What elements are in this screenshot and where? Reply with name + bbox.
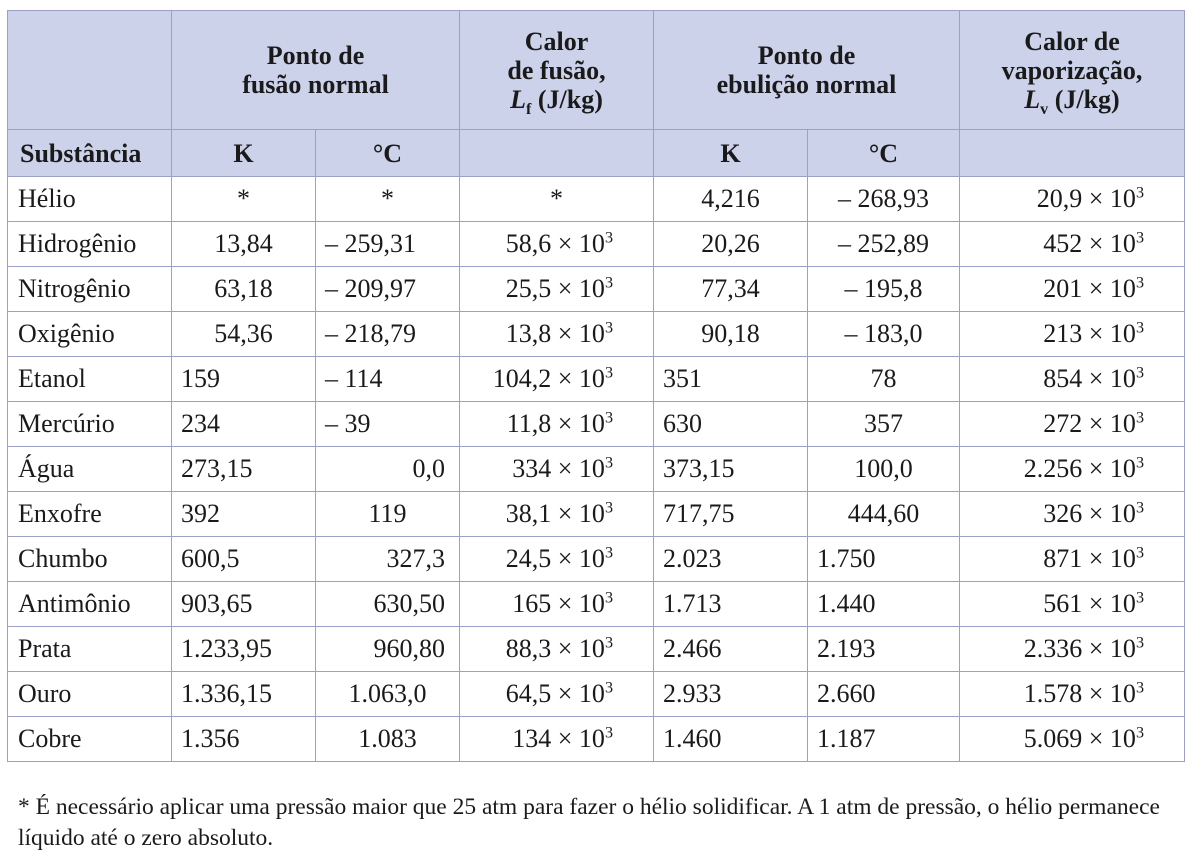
boiling-celsius-cell: 357 bbox=[808, 402, 960, 447]
fusion-celsius-cell: – 259,31 bbox=[316, 222, 460, 267]
fusion-kelvin-cell: 903,65 bbox=[172, 582, 316, 627]
boiling-kelvin-cell: 351 bbox=[654, 357, 808, 402]
table-row bbox=[8, 672, 1185, 717]
table-row bbox=[8, 492, 1185, 537]
boiling-celsius-cell: – 252,89 bbox=[808, 222, 960, 267]
substance-name: Mercúrio bbox=[8, 402, 172, 447]
header-vaporization-blank bbox=[960, 130, 1185, 177]
fusion-heat-cell: $334 \times 10^3$ bbox=[460, 447, 654, 492]
fusion-kelvin-cell: 1.356 bbox=[172, 717, 316, 762]
fusion-kelvin-cell: 273,15 bbox=[172, 447, 316, 492]
boiling-celsius-cell: 100,0 bbox=[808, 447, 960, 492]
substance-name: Prata bbox=[8, 627, 172, 672]
fusion-heat-cell: $134 \times 10^3$ bbox=[460, 717, 654, 762]
vaporization-heat-cell: $1.578 \times 10^3$ bbox=[960, 672, 1185, 717]
table-row bbox=[8, 447, 1185, 492]
vaporization-heat-cell: $213 \times 10^3$ bbox=[960, 312, 1185, 357]
header-corner bbox=[8, 11, 172, 130]
vaporization-heat-cell: $20,9 \times 10^3$ bbox=[960, 177, 1185, 222]
header-substance: Substância bbox=[8, 130, 172, 177]
vaporization-heat-cell: $871 \times 10^3$ bbox=[960, 537, 1185, 582]
boiling-kelvin-cell: 717,75 bbox=[654, 492, 808, 537]
fusion-heat-cell: * bbox=[460, 177, 654, 222]
substance-name: Hélio bbox=[8, 177, 172, 222]
substance-name: Antimônio bbox=[8, 582, 172, 627]
boiling-celsius-cell: 2.660 bbox=[808, 672, 960, 717]
fusion-kelvin-cell: * bbox=[172, 177, 316, 222]
header-fusion-heat: Calor de fusão, $L_f$ (J/kg) bbox=[460, 11, 654, 130]
table-row bbox=[8, 537, 1185, 582]
fusion-celsius-cell: 960,80 bbox=[316, 627, 460, 672]
fusion-heat-cell: $104,2 \times 10^3$ bbox=[460, 357, 654, 402]
fusion-celsius-cell: – 218,79 bbox=[316, 312, 460, 357]
boiling-celsius-cell: 444,60 bbox=[808, 492, 960, 537]
boiling-celsius-cell: 1.750 bbox=[808, 537, 960, 582]
footnote: * É necessário aplicar uma pressão maior que 25 atm para fazer o hélio solidificar. A 1 atm de pressão, o hélio permanece líquido até o zero absoluto. bbox=[18, 794, 1160, 851]
fusion-kelvin-cell: 54,36 bbox=[172, 312, 316, 357]
fusion-heat-cell: $25,5 \times 10^3$ bbox=[460, 267, 654, 312]
header-fusion-heat-blank bbox=[460, 130, 654, 177]
boiling-celsius-cell: 2.193 bbox=[808, 627, 960, 672]
fusion-kelvin-cell: 159 bbox=[172, 357, 316, 402]
header-row-units bbox=[8, 130, 1185, 177]
substance-name: Oxigênio bbox=[8, 312, 172, 357]
fusion-heat-cell: $58,6 \times 10^3$ bbox=[460, 222, 654, 267]
fusion-celsius-cell: 327,3 bbox=[316, 537, 460, 582]
table-row bbox=[8, 402, 1185, 447]
table-row bbox=[8, 312, 1185, 357]
fusion-kelvin-cell: 600,5 bbox=[172, 537, 316, 582]
substance-name: Etanol bbox=[8, 357, 172, 402]
header-fusion-kelvin: K bbox=[172, 130, 316, 177]
fusion-heat-cell: $13,8 \times 10^3$ bbox=[460, 312, 654, 357]
boiling-kelvin-cell: 373,15 bbox=[654, 447, 808, 492]
header-vaporization-heat: Calor de vaporização, $L_v$ (J/kg) bbox=[960, 11, 1185, 130]
boiling-kelvin-cell: 4,216 bbox=[654, 177, 808, 222]
fusion-heat-cell: $11,8 \times 10^3$ bbox=[460, 402, 654, 447]
boiling-kelvin-cell: 2.933 bbox=[654, 672, 808, 717]
table-row bbox=[8, 357, 1185, 402]
header-boiling-point: Ponto de ebulição normal bbox=[654, 11, 960, 130]
fusion-kelvin-cell: 234 bbox=[172, 402, 316, 447]
fusion-heat-cell: $88,3 \times 10^3$ bbox=[460, 627, 654, 672]
fusion-heat-cell: $64,5 \times 10^3$ bbox=[460, 672, 654, 717]
header-fusion-point: Ponto de fusão normal bbox=[172, 11, 460, 130]
fusion-celsius-cell: – 114 bbox=[316, 357, 460, 402]
substance-name: Cobre bbox=[8, 717, 172, 762]
boiling-kelvin-cell: 630 bbox=[654, 402, 808, 447]
boiling-kelvin-cell: 2.466 bbox=[654, 627, 808, 672]
boiling-celsius-cell: – 268,93 bbox=[808, 177, 960, 222]
vaporization-heat-cell: $854 \times 10^3$ bbox=[960, 357, 1185, 402]
fusion-kelvin-cell: 13,84 bbox=[172, 222, 316, 267]
fusion-heat-cell: $24,5 \times 10^3$ bbox=[460, 537, 654, 582]
fusion-kelvin-cell: 63,18 bbox=[172, 267, 316, 312]
table-row bbox=[8, 582, 1185, 627]
boiling-celsius-cell: 1.440 bbox=[808, 582, 960, 627]
header-boiling-kelvin: K bbox=[654, 130, 808, 177]
fusion-celsius-cell: – 209,97 bbox=[316, 267, 460, 312]
fusion-celsius-cell: 630,50 bbox=[316, 582, 460, 627]
substance-name: Enxofre bbox=[8, 492, 172, 537]
header-boiling-celsius: °C bbox=[808, 130, 960, 177]
boiling-celsius-cell: 1.187 bbox=[808, 717, 960, 762]
fusion-heat-cell: $38,1 \times 10^3$ bbox=[460, 492, 654, 537]
table-row bbox=[8, 222, 1185, 267]
table-row bbox=[8, 177, 1185, 222]
substance-name: Ouro bbox=[8, 672, 172, 717]
table-row bbox=[8, 717, 1185, 762]
fusion-celsius-cell: * bbox=[316, 177, 460, 222]
boiling-kelvin-cell: 77,34 bbox=[654, 267, 808, 312]
vaporization-heat-cell: $201 \times 10^3$ bbox=[960, 267, 1185, 312]
fusion-celsius-cell: 1.063,0 bbox=[316, 672, 460, 717]
table-row bbox=[8, 627, 1185, 672]
fusion-celsius-cell: 119 bbox=[316, 492, 460, 537]
fusion-kelvin-cell: 1.336,15 bbox=[172, 672, 316, 717]
boiling-kelvin-cell: 20,26 bbox=[654, 222, 808, 267]
substance-name: Água bbox=[8, 447, 172, 492]
fusion-kelvin-cell: 392 bbox=[172, 492, 316, 537]
header-fusion-celsius: °C bbox=[316, 130, 460, 177]
boiling-celsius-cell: – 195,8 bbox=[808, 267, 960, 312]
substance-name: Nitrogênio bbox=[8, 267, 172, 312]
substances-table bbox=[7, 10, 1185, 762]
vaporization-heat-cell: $2.336 \times 10^3$ bbox=[960, 627, 1185, 672]
vaporization-heat-cell: $5.069 \times 10^3$ bbox=[960, 717, 1185, 762]
vaporization-heat-cell: $326 \times 10^3$ bbox=[960, 492, 1185, 537]
boiling-kelvin-cell: 90,18 bbox=[654, 312, 808, 357]
boiling-celsius-cell: – 183,0 bbox=[808, 312, 960, 357]
table-row bbox=[8, 267, 1185, 312]
boiling-celsius-cell: 78 bbox=[808, 357, 960, 402]
vaporization-heat-cell: $452 \times 10^3$ bbox=[960, 222, 1185, 267]
boiling-kelvin-cell: 2.023 bbox=[654, 537, 808, 582]
fusion-kelvin-cell: 1.233,95 bbox=[172, 627, 316, 672]
vaporization-heat-cell: $561 \times 10^3$ bbox=[960, 582, 1185, 627]
table-body bbox=[8, 177, 1185, 762]
boiling-kelvin-cell: 1.713 bbox=[654, 582, 808, 627]
fusion-celsius-cell: – 39 bbox=[316, 402, 460, 447]
fusion-heat-cell: $165 \times 10^3$ bbox=[460, 582, 654, 627]
header-row-groups bbox=[8, 11, 1185, 130]
vaporization-heat-cell: $272 \times 10^3$ bbox=[960, 402, 1185, 447]
substance-name: Chumbo bbox=[8, 537, 172, 582]
substance-name: Hidrogênio bbox=[8, 222, 172, 267]
boiling-kelvin-cell: 1.460 bbox=[654, 717, 808, 762]
vaporization-heat-cell: $2.256 \times 10^3$ bbox=[960, 447, 1185, 492]
fusion-celsius-cell: 0,0 bbox=[316, 447, 460, 492]
fusion-celsius-cell: 1.083 bbox=[316, 717, 460, 762]
